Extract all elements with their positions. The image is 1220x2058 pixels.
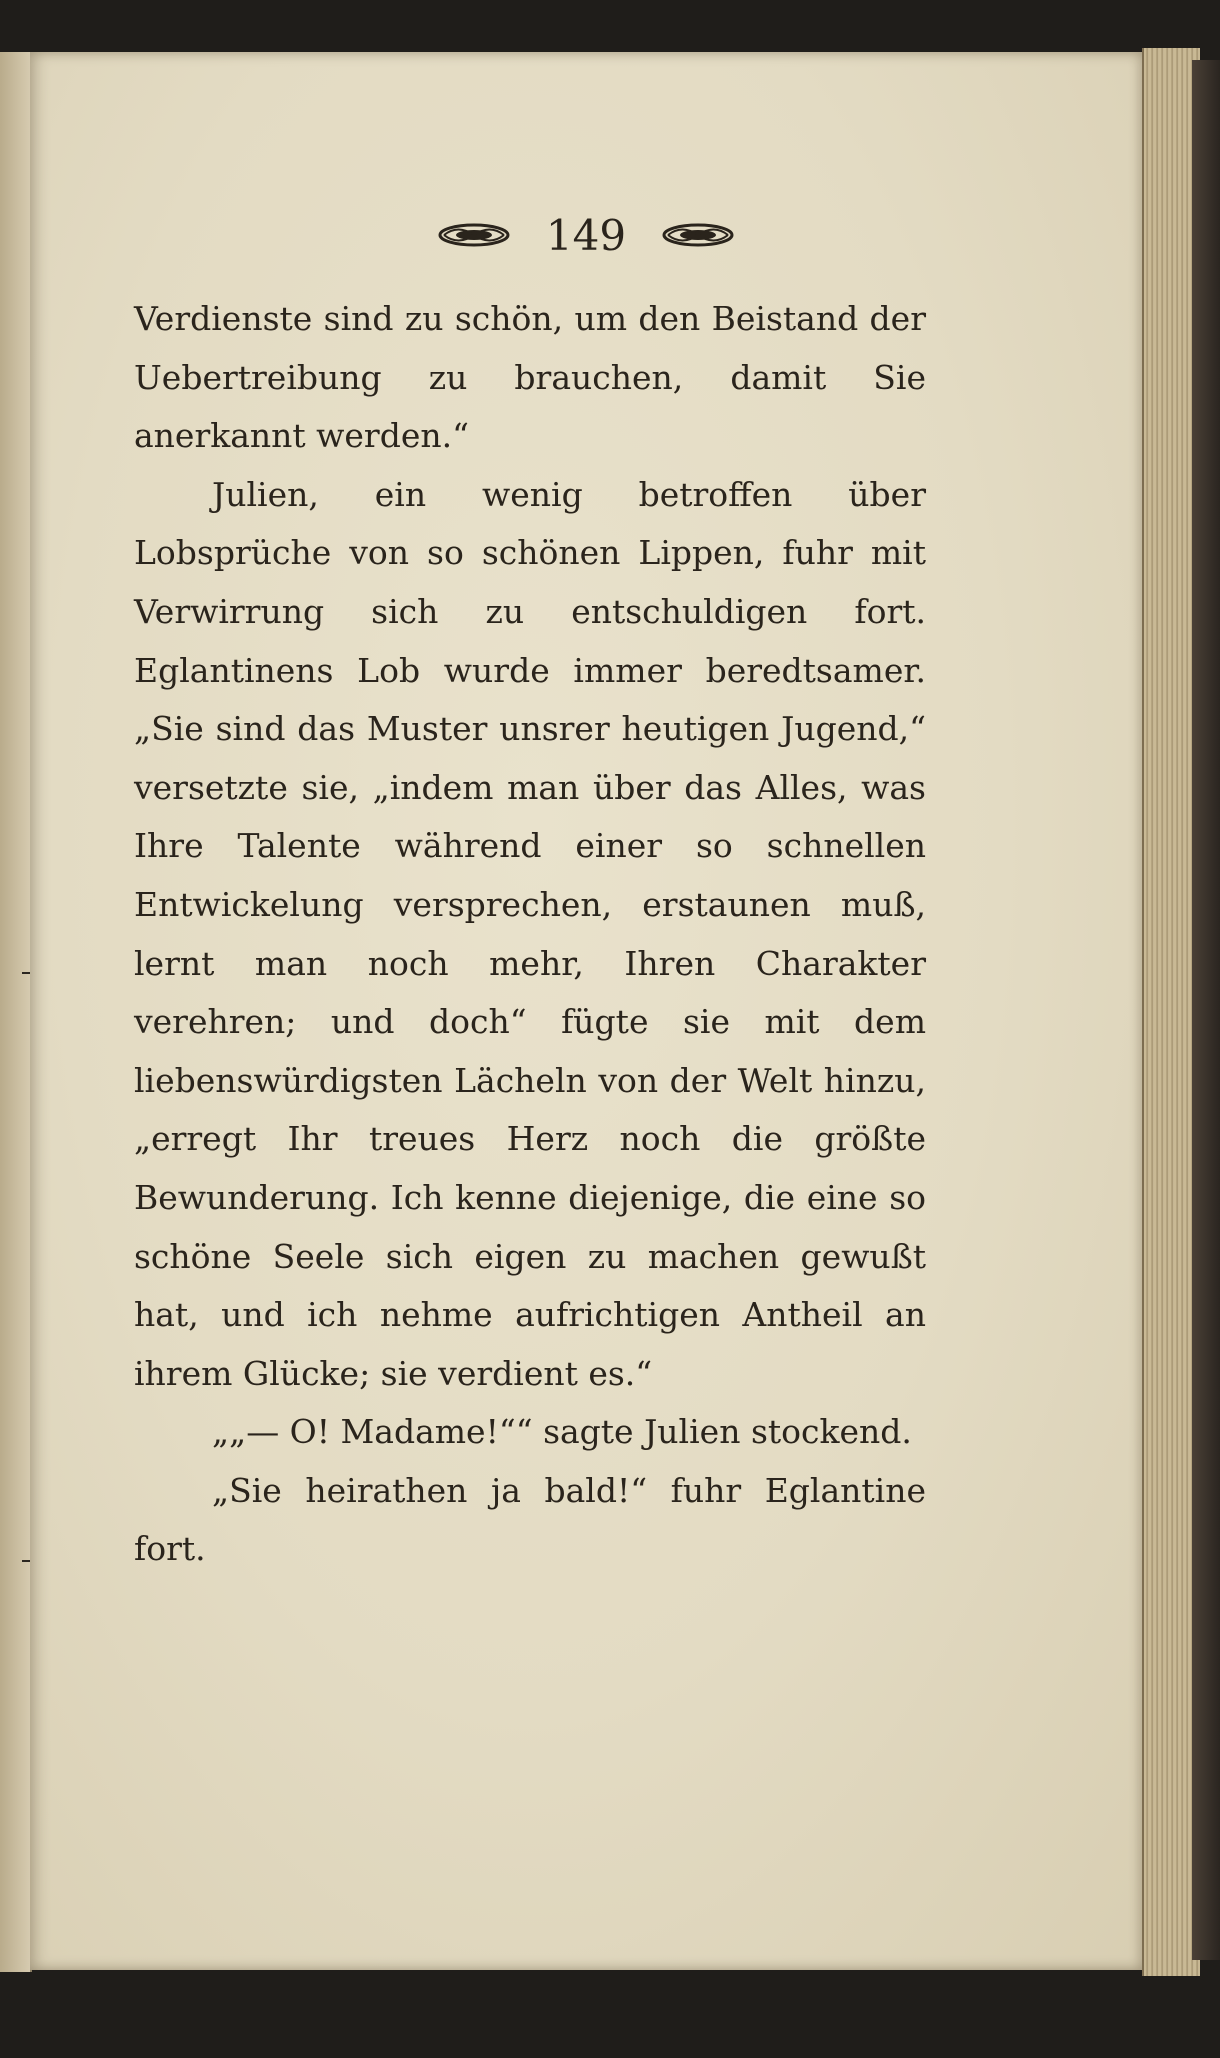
paragraph: Verdienste sind zu schön, um den Beistand der Uebertreibung zu brauchen, damit Sie anerkannt werden.“	[134, 299, 926, 456]
rosette-ornament-icon	[662, 220, 734, 250]
book-cover-edge	[1192, 60, 1220, 1960]
previous-page-edge	[0, 52, 32, 1972]
page-body-text	[134, 290, 926, 1579]
rosette-ornament-icon	[438, 220, 510, 250]
page-number: 149	[545, 210, 627, 260]
page-header	[30, 200, 1142, 270]
paragraph: „„— O! Madame!““ sagte Julien stockend.	[212, 1412, 912, 1452]
paragraph: Julien, ein wenig betroffen über Lobsprüche von so schönen Lippen, fuhr mit Verwirrung sich zu entschuldigen fort. Eglantinens Lob wurde immer beredtsamer. „Sie sind das Muster unsrer heutigen Jugend,“ versetzte sie, „indem man über das Alles, was Ihre Talente während einer so schnellen Entwickelung versprechen, erstaunen muß, lernt man noch mehr, Ihren Charakter verehren; und doch“ fügte sie mit dem liebenswürdigsten Lächeln von der Welt hinzu, „erregt Ihr treues Herz noch die größte Bewunderung. Ich kenne diejenige, die eine so schöne Seele sich eigen zu machen gewußt hat, und ich nehme aufrichtigen Antheil an ihrem Glücke; sie verdient es.“	[134, 474, 926, 1393]
paragraph: „Sie heirathen ja bald!“ fuhr Eglantine fort.	[134, 1470, 926, 1569]
